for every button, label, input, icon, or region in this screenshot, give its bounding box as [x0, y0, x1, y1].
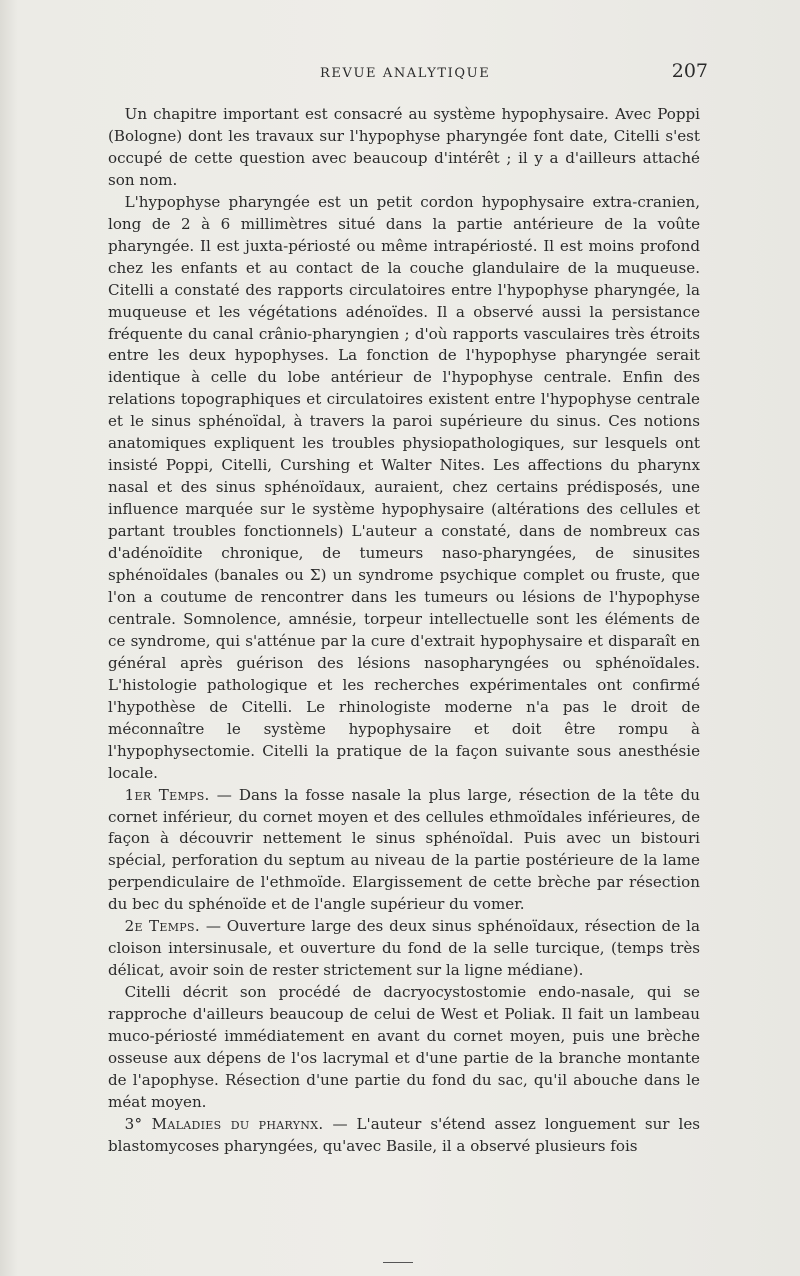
paragraph-text: — Ouverture large des deux sinus sphénoïdaux, résection de la cloison intersinusale, et ouverture du fond de la selle turcique, (temps très délicat, avoir soin de rester strictement sur la ligne médiane). [108, 917, 700, 980]
paragraph-deuxieme-temps [108, 916, 700, 982]
paragraph-lead: 1er Temps. [124, 785, 210, 804]
body-text [108, 104, 700, 1158]
paragraph-maladies-pharynx [108, 1114, 700, 1158]
paragraph-text: — L'auteur s'étend assez longuement sur les blastomycoses pharyngées, qu'avec Basile, il a observé plusieurs fois [108, 1114, 700, 1155]
paragraph-hypophyse-pharyngee [108, 192, 700, 785]
paragraph-premier-temps [108, 785, 700, 917]
footer-rule [383, 1262, 413, 1263]
paragraph-hypophyse-intro [108, 104, 700, 192]
paragraph-text: L'hypophyse pharyngée est un petit cordon hypophysaire extra-cranien, long de 2 à 6 millimètres situé dans la partie antérieure de la voûte pharyngée. Il est juxta-périosté ou même intrapériosté. Il est moins profond chez les enfants et au contact de la couche glandulaire de la muqueuse. Citelli a constaté des rapports circulatoires entre l'hypophyse pharyngée, la muqueuse et les végétations adénoïdes. Il a observé aussi la persistance fréquente du canal crânio-pharyngien ; d'où rapports vasculaires très étroits entre les deux hypophyses. La fonction de l'hypophyse pharyngée serait identique à celle du lobe antérieur de l'hypophyse centrale. Enfin des relations topographiques et circulatoires existent entre l'hypophyse centrale et le sinus sphénoïdal, à travers la paroi supérieure du sinus. Ces notions anatomiques expliquent les troubles physiopathologiques, sur lesquels ont insisté Poppi, Citelli, Curshing et Walter Nites. Les affections du pharynx nasal et des sinus sphénoïdaux, auraient, chez certains prédisposés, une influence marquée sur le système hypophysaire (altérations des cellules et partant troubles fonctionnels) L'auteur a constaté, dans de nombreux cas d'adénoïdite chronique, de tumeurs naso-pharyngées, de sinusites sphénoïdales (banales ou Σ) un syndrome psychique complet ou fruste, que l'on a coutume de rencontrer dans les tumeurs ou lésions de l'hypophyse centrale. Somnolence, amnésie, torpeur intellectuelle sont les éléments de ce syndrome, qui s'atténue par la cure d'extrait hypophysaire et disparaît en général après guérison des lésions nasopharyngées ou sphénoïdales. L'histologie pathologique et les recherches expérimentales ont confirmé l'hypothèse de Citelli. Le rhinologiste moderne n'a pas le droit de méconnaître le système hypophysaire et doit être rompu à l'hypophysectomie. Citelli la pratique de la façon suivante sous anesthésie locale. [108, 192, 700, 782]
running-head: REVUE ANALYTIQUE [320, 66, 491, 81]
paragraph-text: — Dans la fosse nasale la plus large, résection de la tête du cornet inférieur, du cornet moyen et des cellules ethmoïdales inférieures, de façon à découvrir nettement le sinus sphénoïdal. Puis avec un bistouri spécial, perforation du septum au niveau de la partie postérieure de la lame perpendiculaire de l'ethmoïde. Elargissement de cette brèche par résection du bec du sphénoïde et de l'angle supérieur du vomer. [108, 785, 700, 914]
paragraph-text: Citelli décrit son procédé de dacryocystostomie endo-nasale, qui se rapproche d'ailleurs beaucoup de celui de West et Poliak. Il fait un lambeau muco-périosté immédiatement en avant du cornet moyen, puis une brèche osseuse aux dépens de l'os lacrymal et d'une partie de la branche montante de l'apophyse. Résection d'une partie du fond du sac, qu'il abouche dans le méat moyen. [108, 983, 700, 1111]
page-header [108, 62, 708, 92]
paragraph-lead: 3° Maladies du pharynx. [124, 1114, 324, 1133]
paragraph-text: Un chapitre important est consacré au système hypophysaire. Avec Poppi (Bologne) dont les travaux sur l'hypophyse pharyngée font date, Citelli s'est occupé de cette question avec beaucoup d'intérêt ; il y a d'ailleurs attaché son nom. [108, 105, 700, 189]
paragraph-lead: 2e Temps. [124, 917, 200, 936]
page-number: 207 [671, 60, 708, 82]
paragraph-dacryocystostomie [108, 982, 700, 1114]
